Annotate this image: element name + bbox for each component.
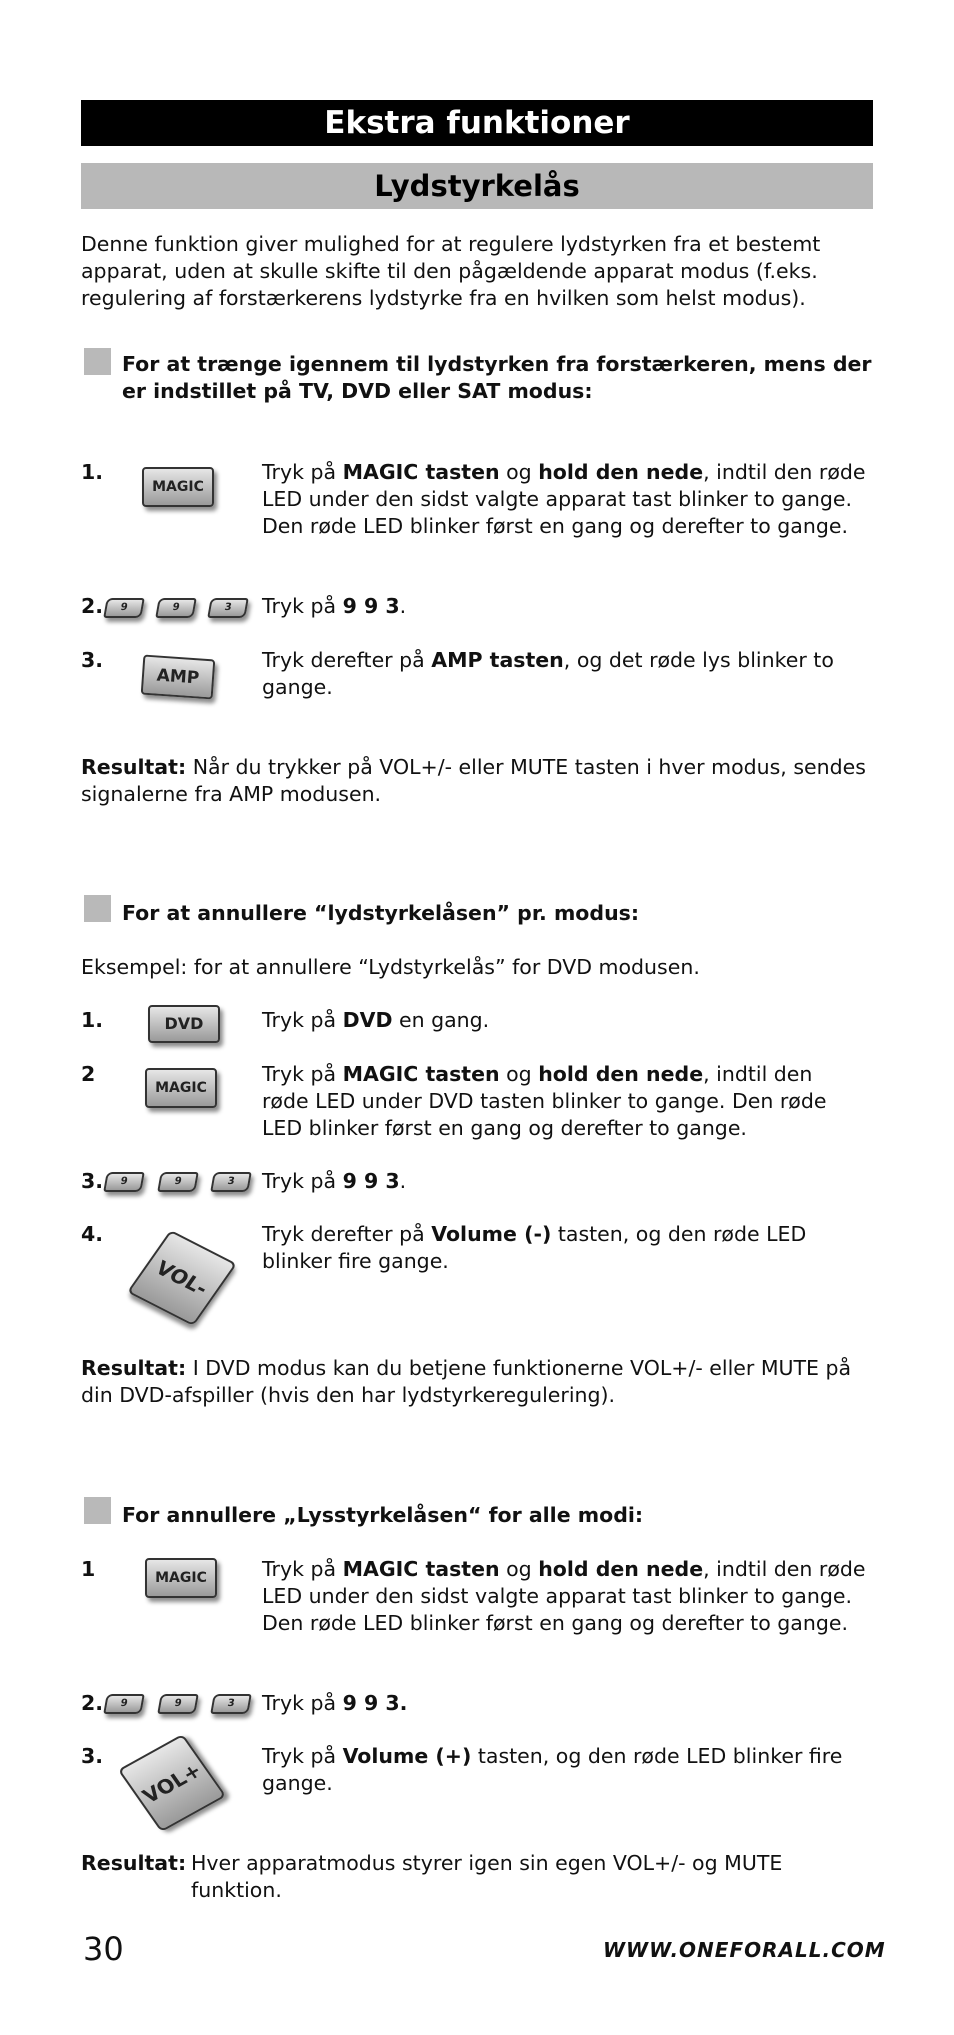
step-text: Tryk på MAGIC tasten og hold den nede, indtil den røde LED under den sidst valgte apparat tast blinker to gange. Den røde LED blinker først en gang og derefter to gange. [262, 460, 866, 538]
section-marker-icon [84, 895, 111, 922]
step-number: 1. [81, 1008, 104, 1032]
example-text: Eksempel: for at annullere “Lydstyrkelås” for DVD modusen. [81, 955, 700, 979]
digit-9-key-icon: 9 [103, 1172, 145, 1192]
digit-3-key-icon: 3 [210, 1694, 252, 1714]
section1-heading: For at trænge igennem til lydstyrken fra forstærkeren, mens der er indstillet på TV, DVD eller SAT modus: [122, 352, 872, 403]
page-title: Ekstra funktioner [81, 100, 873, 146]
section2-heading: For at annullere “lydstyrkelåsen” pr. modus: [122, 901, 640, 925]
digit-3-key-icon: 3 [207, 598, 249, 618]
step-text: Tryk på 9 9 3. [262, 1691, 408, 1715]
intro-text: Denne funktion giver mulighed for at regulere lydstyrken fra et bestemt apparat, uden at skulle skifte til den pågældende apparat modus (f.eks. regulering af forstærkerens lydstyrke fra en hvilken som helst modus). [81, 232, 821, 310]
step-text: Tryk derefter på Volume (-) tasten, og den røde LED blinker fire gange. [262, 1222, 807, 1273]
step-number: 2. [81, 1691, 104, 1715]
digit-3-key-icon: 3 [210, 1172, 252, 1192]
step-number: 4. [81, 1222, 104, 1246]
step-number: 3. [81, 1744, 104, 1768]
digit-9-key-icon: 9 [155, 598, 197, 618]
step-text: Tryk på Volume (+) tasten, og den røde LED blinker fire gange. [262, 1744, 843, 1795]
step-number: 2 [81, 1062, 96, 1086]
volume-up-key-icon: VOL+ [118, 1734, 227, 1832]
digit-9-key-icon: 9 [103, 598, 145, 618]
step-number: 1 [81, 1557, 96, 1581]
magic-key-icon: MAGIC [145, 1068, 217, 1108]
magic-key-icon: MAGIC [142, 467, 214, 507]
step-number: 1. [81, 460, 104, 484]
footer-url: WWW.ONEFORALL.COM [603, 1938, 886, 1962]
amp-key-icon: AMP [141, 655, 216, 700]
step-number: 2. [81, 594, 104, 618]
section-marker-icon [84, 1497, 111, 1524]
section3-heading: For annullere „Lysstyrkelåsen“ for alle modi: [122, 1503, 644, 1527]
digit-9-key-icon: 9 [157, 1694, 199, 1714]
step-text: Tryk på MAGIC tasten og hold den nede, indtil den røde LED under den sidst valgte apparat tast blinker to gange. Den røde LED blinker først en gang og derefter to gange. [262, 1557, 866, 1635]
page-number: 30 [83, 1930, 124, 1968]
step-text: Tryk på 9 9 3. [262, 1169, 407, 1193]
magic-key-icon: MAGIC [145, 1558, 217, 1598]
step-text: Tryk på MAGIC tasten og hold den nede, indtil den røde LED under DVD tasten blinker to gange. Den røde LED blinker først en gang og derefter to gange. [262, 1062, 827, 1140]
section-title: Lydstyrkelås [81, 163, 873, 209]
volume-down-key-icon: VOL- [127, 1230, 237, 1326]
step-text: Tryk på 9 9 3. [262, 594, 407, 618]
step-number: 3. [81, 648, 104, 672]
section-marker-icon [84, 348, 111, 375]
result-label: Resultat: [81, 1851, 187, 1875]
step-number: 3. [81, 1169, 104, 1193]
dvd-key-icon: DVD [148, 1005, 220, 1043]
result-text: Resultat: I DVD modus kan du betjene funktionerne VOL+/- eller MUTE på din DVD-afspiller (hvis den har lydstyrkeregulering). [81, 1356, 852, 1407]
result-text: Hver apparatmodus styrer igen sin egen VOL+/- og MUTE funktion. [191, 1851, 783, 1902]
step-text: Tryk på DVD en gang. [262, 1008, 490, 1032]
step-text: Tryk derefter på AMP tasten, og det røde lys blinker to gange. [262, 648, 834, 699]
digit-9-key-icon: 9 [157, 1172, 199, 1192]
digit-9-key-icon: 9 [103, 1694, 145, 1714]
result-text: Resultat: Når du trykker på VOL+/- eller MUTE tasten i hver modus, sendes signalerne fra AMP modusen. [81, 755, 866, 806]
